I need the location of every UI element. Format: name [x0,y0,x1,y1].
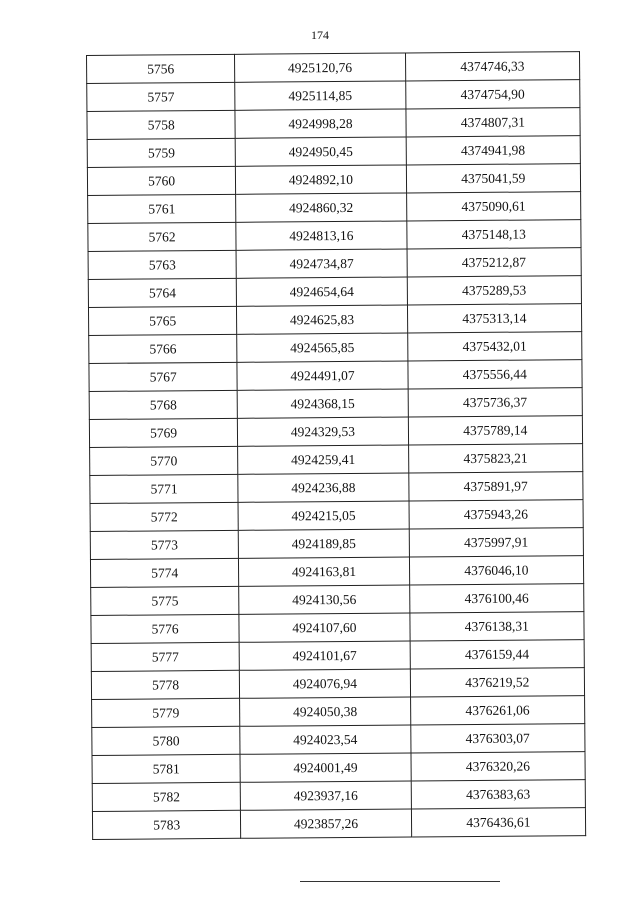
y-coordinate-cell: 4375289,53 [407,276,582,305]
table-row [90,472,583,504]
point-id-cell: 5772 [90,502,238,531]
point-id-cell: 5779 [92,698,240,727]
table-row [92,808,585,840]
x-coordinate-cell: 4924163,81 [239,557,410,586]
table-row [89,416,582,448]
x-coordinate-cell: 4924259,41 [238,445,409,474]
y-coordinate-cell: 4375041,59 [406,164,581,193]
table-row [90,528,583,560]
y-coordinate-cell: 4375148,13 [406,220,581,249]
x-coordinate-cell: 4924130,56 [239,585,410,614]
table-row [92,752,585,784]
x-coordinate-cell: 4924654,64 [237,277,408,306]
point-id-cell: 5774 [90,558,238,587]
table-row [91,640,584,672]
y-coordinate-cell: 4374746,33 [405,52,580,81]
coordinates-table-body [87,52,586,840]
point-id-cell: 5758 [87,110,235,139]
footer-rule [300,881,500,882]
x-coordinate-cell: 4924892,10 [236,165,407,194]
point-id-cell: 5756 [87,54,235,83]
y-coordinate-cell: 4375823,21 [408,444,583,473]
point-id-cell: 5773 [90,530,238,559]
table-row [87,136,580,168]
x-coordinate-cell: 4924998,28 [235,109,406,138]
x-coordinate-cell: 4924236,88 [238,473,409,502]
y-coordinate-cell: 4376138,31 [410,612,585,641]
x-coordinate-cell: 4923857,26 [241,809,412,838]
table-row [90,500,583,532]
table-row [88,304,581,336]
y-coordinate-cell: 4375997,91 [409,528,584,557]
x-coordinate-cell: 4924107,60 [239,613,410,642]
x-coordinate-cell: 4924001,49 [240,753,411,782]
table-row [89,332,582,364]
point-id-cell: 5771 [90,474,238,503]
y-coordinate-cell: 4376261,06 [410,696,585,725]
point-id-cell: 5781 [92,754,240,783]
point-id-cell: 5777 [91,642,239,671]
point-id-cell: 5759 [87,138,235,167]
y-coordinate-cell: 4375736,37 [408,388,583,417]
page-number: 174 [311,28,329,42]
table-row [90,444,583,476]
table-row [87,108,580,140]
y-coordinate-cell: 4375432,01 [407,332,582,361]
y-coordinate-cell: 4376320,26 [411,752,586,781]
x-coordinate-cell: 4924101,67 [239,641,410,670]
point-id-cell: 5770 [90,446,238,475]
y-coordinate-cell: 4376383,63 [411,780,586,809]
coordinates-table [86,51,586,840]
y-coordinate-cell: 4374941,98 [406,136,581,165]
point-id-cell: 5761 [88,194,236,223]
y-coordinate-cell: 4376100,46 [409,584,584,613]
y-coordinate-cell: 4375090,61 [406,192,581,221]
x-coordinate-cell: 4924050,38 [240,697,411,726]
y-coordinate-cell: 4374754,90 [405,80,580,109]
x-coordinate-cell: 4924813,16 [236,221,407,250]
table-row [88,192,581,224]
table-row [88,276,581,308]
x-coordinate-cell: 4924023,54 [240,725,411,754]
x-coordinate-cell: 4924950,45 [235,137,406,166]
point-id-cell: 5763 [88,250,236,279]
point-id-cell: 5764 [88,278,236,307]
table-row [89,388,582,420]
table-row [92,696,585,728]
y-coordinate-cell: 4376046,10 [409,556,584,585]
x-coordinate-cell: 4924625,83 [237,305,408,334]
x-coordinate-cell: 4924491,07 [237,361,408,390]
y-coordinate-cell: 4376436,61 [411,808,586,837]
table-row [87,80,580,112]
point-id-cell: 5783 [92,810,240,839]
point-id-cell: 5768 [89,390,237,419]
table-row [87,52,580,84]
table-row [92,780,585,812]
table-row [91,612,584,644]
x-coordinate-cell: 4924215,05 [238,501,409,530]
table-row [89,360,582,392]
x-coordinate-cell: 4924329,53 [238,417,409,446]
point-id-cell: 5757 [87,82,235,111]
table-row [91,584,584,616]
point-id-cell: 5762 [88,222,236,251]
point-id-cell: 5769 [89,418,237,447]
y-coordinate-cell: 4376219,52 [410,668,585,697]
point-id-cell: 5782 [92,782,240,811]
y-coordinate-cell: 4375313,14 [407,304,582,333]
y-coordinate-cell: 4375943,26 [409,500,584,529]
point-id-cell: 5766 [89,334,237,363]
y-coordinate-cell: 4376303,07 [410,724,585,753]
table-row [91,668,584,700]
table-row [88,248,581,280]
point-id-cell: 5780 [92,726,240,755]
x-coordinate-cell: 4924076,94 [240,669,411,698]
x-coordinate-cell: 4923937,16 [240,781,411,810]
x-coordinate-cell: 4925120,76 [235,53,406,82]
point-id-cell: 5760 [87,166,235,195]
point-id-cell: 5775 [91,586,239,615]
y-coordinate-cell: 4375891,97 [408,472,583,501]
point-id-cell: 5767 [89,362,237,391]
x-coordinate-cell: 4924734,87 [236,249,407,278]
point-id-cell: 5776 [91,614,239,643]
point-id-cell: 5765 [88,306,236,335]
x-coordinate-cell: 4925114,85 [235,81,406,110]
x-coordinate-cell: 4924189,85 [239,529,410,558]
y-coordinate-cell: 4374807,31 [406,108,581,137]
x-coordinate-cell: 4924565,85 [237,333,408,362]
y-coordinate-cell: 4375212,87 [407,248,582,277]
table-row [92,724,585,756]
x-coordinate-cell: 4924368,15 [237,389,408,418]
table-row [90,556,583,588]
table-row [88,220,581,252]
x-coordinate-cell: 4924860,32 [236,193,407,222]
y-coordinate-cell: 4376159,44 [410,640,585,669]
table-row [87,164,580,196]
y-coordinate-cell: 4375556,44 [408,360,583,389]
y-coordinate-cell: 4375789,14 [408,416,583,445]
point-id-cell: 5778 [91,670,239,699]
